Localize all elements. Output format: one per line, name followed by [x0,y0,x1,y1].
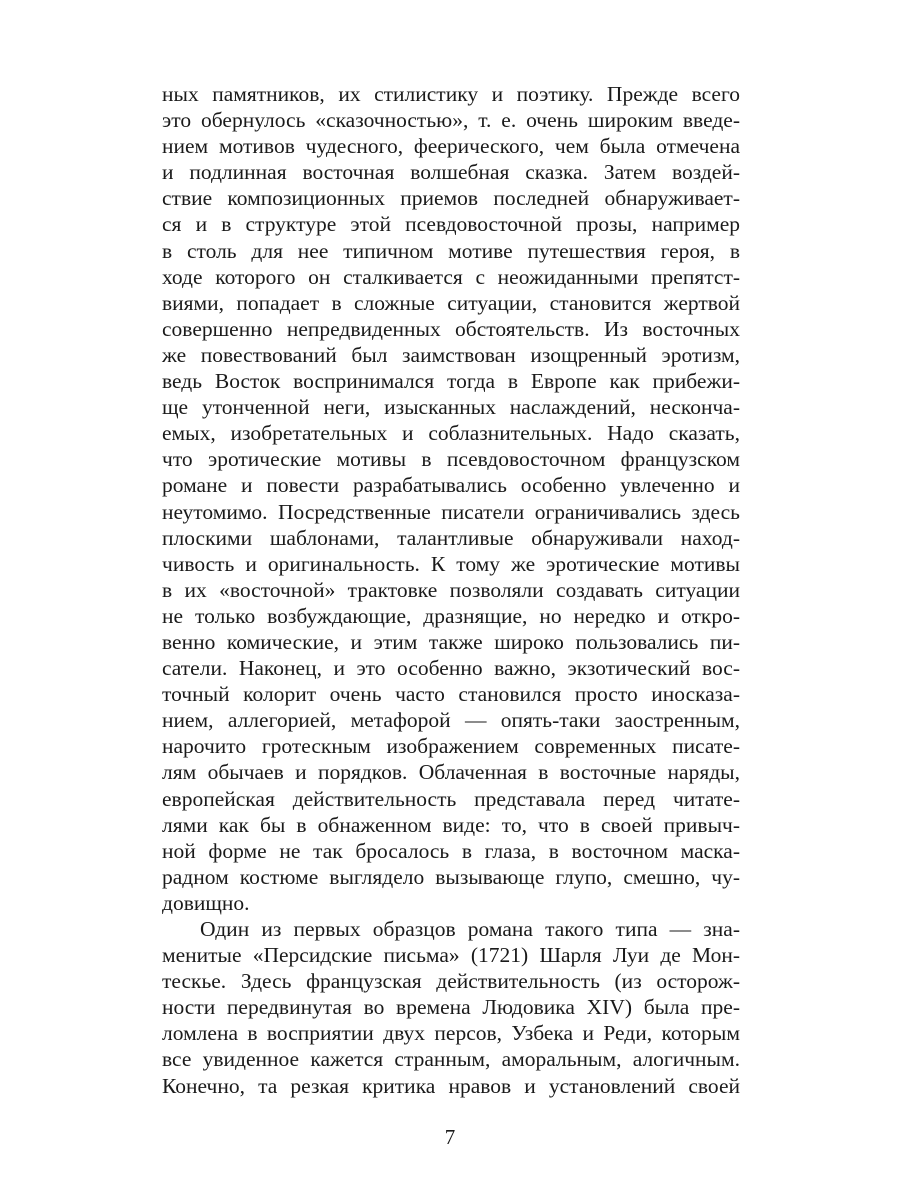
text-line: ности передвинутая во времена Людовика XIV) была пре- [162,995,740,1020]
text-line: венно комические, и этим также широко пользовались пи- [162,629,740,654]
text-line: это обернулось «сказочностью», т. е. очень широким введе- [162,108,740,133]
text-line: ходе которого он сталкивается с неожиданными препятст- [162,264,740,289]
text-line: сатели. Наконец, и это особенно важно, экзотический вос- [162,656,740,681]
text-line: нием, аллегорией, метафорой — опять-таки заостренным, [162,708,740,733]
text-line: ных памятников, их стилистику и поэтику. Прежде всего [162,82,740,106]
text-line: плоскими шаблонами, талантливые обнаруживали наход- [162,525,740,550]
text-line: виями, попадает в сложные ситуации, становится жертвой [162,290,740,315]
text-line: менитые «Персидские письма» (1721) Шарля Луи де Мон- [162,943,740,968]
text-line: в их «восточной» трактовке позволяли создавать ситуации [162,577,740,602]
text-line: ще утонченной неги, изысканных наслаждений, несконча- [162,395,740,420]
text-line: романе и повести разрабатывались особенно увлеченно и [162,473,740,498]
paragraph-2 [162,916,740,1099]
text-line: неутомимо. Посредственные писатели ограничивались здесь [162,499,740,524]
text-line: европейская действительность представала перед читате- [162,786,740,811]
text-line: лям обычаев и порядков. Облаченная в восточные наряды, [162,760,740,785]
text-line: в столь для нее типичном мотиве путешествия героя, в [162,238,740,263]
text-line: ся и в структуре этой псевдовосточной прозы, например [162,212,740,237]
page-number: 7 [444,1125,456,1149]
text-line: радном костюме выглядело вызывающе глупо, смешно, чу- [162,864,740,889]
text-line: все увиденное кажется странным, аморальным, алогичным. [162,1047,740,1072]
text-line: емых, изобретательных и соблазнительных. Надо сказать, [162,421,740,446]
text-line: совершенно непредвиденных обстоятельств. Из восточных [162,316,740,341]
text-line: Один из первых образцов романа такого типа — зна- [200,917,740,941]
text-line: нарочито гротескным изображением современных писате- [162,734,740,759]
text-line: ствие композиционных приемов последней обнаруживает- [162,186,740,211]
text-line: нием мотивов чудесного, феерического, чем была отмечена [162,134,740,159]
text-line: не только возбуждающие, дразнящие, но нередко и откро- [162,603,740,628]
text-line: тескье. Здесь французская действительность (из осторож- [162,969,740,994]
text-line: Конечно, та резкая критика нравов и установлений своей [162,1073,740,1098]
text-line: ной форме не так бросалось в глаза, в восточном маска- [162,838,740,863]
text-line: чивость и оригинальность. К тому же эротические мотивы [162,551,740,576]
text-line: ломлена в восприятии двух персов, Узбека и Реди, которым [162,1021,740,1046]
text-line: ведь Восток воспринимался тогда в Европе как прибежи- [162,369,740,394]
text-line: же повествований был заимствован изощренный эротизм, [162,342,740,367]
paragraph-1 [162,81,740,916]
text-line: и подлинная восточная волшебная сказка. Затем воздей- [162,160,740,185]
text-body [162,81,740,1099]
text-line: точный колорит очень часто становился просто иносказа- [162,682,740,707]
text-line: довищно. [162,890,250,915]
text-line: лями как бы в обнаженном виде: то, что в своей привыч- [162,812,740,837]
text-line: что эротические мотивы в псевдовосточном французском [162,447,740,472]
